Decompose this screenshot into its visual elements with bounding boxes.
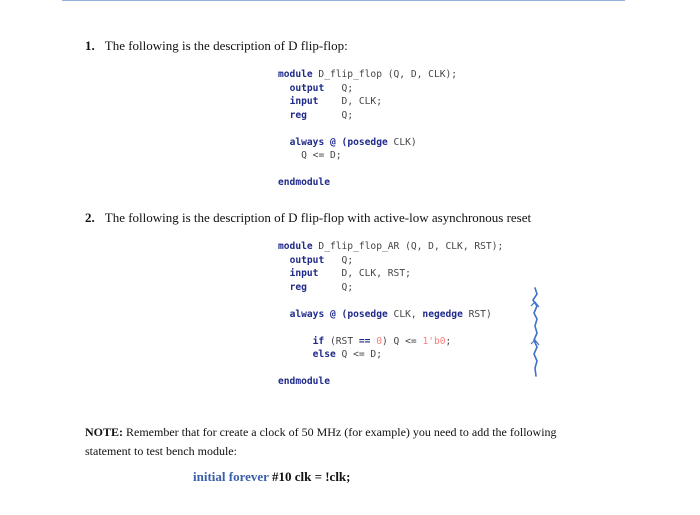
code2-input-line: D, CLK, RST;: [318, 268, 411, 279]
question-2-number: 2.: [85, 210, 95, 225]
question-2-heading: [85, 210, 531, 226]
code1-input-keyword: input: [289, 96, 319, 107]
code2-module-keyword: module: [278, 241, 313, 252]
clock-statement-keyword: initial forever: [193, 469, 269, 484]
code2-negedge-keyword: negedge: [422, 308, 463, 320]
code2-posedge-keyword: (posedge: [341, 308, 388, 320]
handwritten-annotation: [523, 286, 549, 378]
code1-module-line: D_flip_flop (Q, D, CLK);: [312, 69, 458, 80]
code2-reg-keyword: reg: [289, 281, 307, 293]
code2-else-line: Q <= D;: [335, 349, 382, 360]
question-1-heading: [85, 38, 348, 54]
code2-if-keyword: if: [312, 335, 325, 347]
question-1-number: 1.: [85, 38, 95, 53]
code2-module-line: D_flip_flop_AR (Q, D, CLK, RST);: [312, 241, 504, 252]
code2-if-assign: ) Q <=: [382, 335, 423, 347]
code2-output-line: Q;: [324, 254, 354, 266]
code2-reset-value: 1'b0: [422, 335, 446, 347]
code1-assign-line: Q <= D;: [289, 150, 342, 161]
code1-reg-keyword: reg: [289, 109, 307, 121]
code2-at-symbol: @: [324, 308, 342, 320]
code1-posedge-keyword: (posedge: [341, 136, 388, 148]
code2-equals-operator: ==: [358, 335, 371, 347]
clock-statement: [193, 469, 351, 485]
code1-at-symbol: @: [324, 136, 342, 148]
code1-output-line: Q;: [324, 82, 354, 94]
code2-semicolon: ;: [445, 335, 452, 347]
code1-output-keyword: output: [289, 82, 325, 94]
code2-rst-arg: RST): [462, 308, 492, 320]
code1-always-keyword: always: [289, 136, 325, 148]
code2-always-keyword: always: [289, 308, 325, 320]
code-block-1: [278, 68, 457, 190]
question-1-text: The following is the description of D flip-flop:: [104, 38, 348, 53]
code2-endmodule-keyword: endmodule: [278, 376, 330, 387]
code2-reg-line: Q;: [306, 281, 354, 293]
question-2-text: The following is the description of D flip-flop with active-low asynchronous reset: [104, 210, 532, 225]
code1-reg-line: Q;: [306, 109, 354, 121]
code1-endmodule-keyword: endmodule: [278, 177, 330, 188]
top-rule: [62, 0, 625, 1]
code2-zero-literal: 0: [370, 335, 382, 347]
note-label: NOTE:: [85, 425, 124, 439]
code2-input-keyword: input: [289, 268, 319, 279]
code1-input-line: D, CLK;: [318, 96, 382, 107]
code-block-2: [278, 240, 503, 389]
code2-else-keyword: else: [312, 349, 336, 360]
clock-statement-rest: #10 clk = !clk;: [268, 469, 351, 484]
code2-clk-arg: CLK,: [387, 308, 423, 320]
code1-always-line: CLK): [387, 136, 417, 148]
note-text: Remember that for create a clock of 50 MHz (for example) you need to add the following statement to test bench module:: [85, 425, 557, 458]
code1-module-keyword: module: [278, 69, 313, 80]
code2-output-keyword: output: [289, 254, 325, 266]
code2-if-condition: (RST: [324, 335, 359, 347]
note-paragraph: [85, 423, 605, 461]
